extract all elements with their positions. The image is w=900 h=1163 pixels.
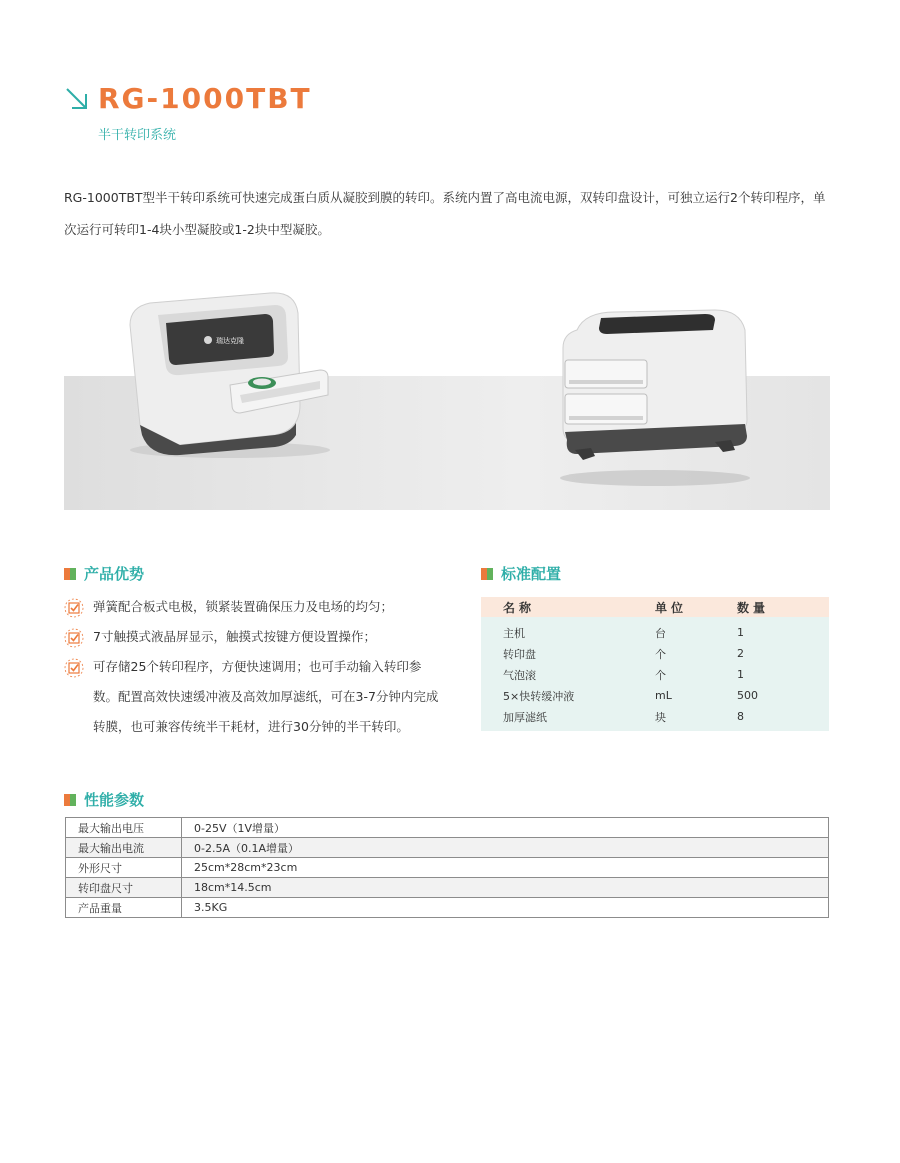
- blotter-side-drawers-image: [555, 300, 755, 490]
- advantages-title: [64, 563, 144, 584]
- column-header-qty: 数量: [737, 600, 770, 615]
- param-label: 外形尺寸: [66, 858, 182, 878]
- item-qty: 1: [737, 626, 744, 639]
- table-row: [481, 622, 829, 643]
- screen-logo-text: 瑞达克隆: [216, 337, 244, 345]
- product-subtitle: 半干转印系统: [98, 128, 177, 143]
- param-value: 18cm*14.5cm: [182, 878, 829, 898]
- advantage-text: 弹簧配合板式电极，锁紧装置确保压力及电场的均匀；: [93, 599, 394, 614]
- param-value: 3.5KG: [182, 898, 829, 918]
- table-row: [66, 838, 829, 858]
- checkbox-checked-icon: [64, 628, 84, 648]
- table-row: [481, 643, 829, 664]
- table-row: [481, 664, 829, 685]
- config-title-text: 标准配置: [501, 565, 562, 583]
- item-qty: 1: [737, 668, 744, 681]
- advantages-title-text: 产品优势: [84, 565, 145, 583]
- param-label: 最大输出电流: [66, 838, 182, 858]
- table-row: [481, 706, 829, 727]
- table-row: [66, 878, 829, 898]
- list-item: [64, 592, 444, 622]
- item-unit: 个: [655, 647, 666, 661]
- item-name: 转印盘: [503, 647, 536, 661]
- item-name: 加厚滤纸: [503, 710, 547, 724]
- advantages-list: [64, 592, 444, 742]
- performance-title: [64, 789, 144, 810]
- checkbox-checked-icon: [64, 658, 84, 678]
- item-qty: 8: [737, 710, 744, 723]
- section-bullet-icon: [64, 568, 76, 580]
- item-unit: mL: [655, 689, 672, 702]
- performance-table: [65, 817, 829, 918]
- param-value: 0-2.5A（0.1A增量）: [182, 838, 829, 858]
- performance-title-text: 性能参数: [84, 791, 145, 809]
- table-row: [66, 818, 829, 838]
- section-bullet-icon: [64, 794, 76, 806]
- config-table: [481, 597, 829, 731]
- item-unit: 台: [655, 626, 666, 640]
- config-title: [481, 563, 561, 584]
- item-qty: 2: [737, 647, 744, 660]
- table-row: [66, 858, 829, 878]
- product-model-title: RG-1000TBT: [98, 82, 312, 115]
- config-table-body: [481, 617, 829, 731]
- column-header-unit: 单位: [655, 600, 688, 615]
- item-name: 5×快转缓冲液: [503, 689, 575, 703]
- table-row: [66, 898, 829, 918]
- table-row: [481, 685, 829, 706]
- param-value: 25cm*28cm*23cm: [182, 858, 829, 878]
- param-label: 转印盘尺寸: [66, 878, 182, 898]
- column-header-name: 名称: [503, 600, 536, 615]
- arrow-down-right-icon: [64, 86, 90, 112]
- list-item: [64, 622, 444, 652]
- config-table-header: [481, 597, 829, 617]
- blotter-front-open-image: [110, 285, 350, 465]
- list-item: [64, 652, 444, 742]
- advantage-text: 7寸触摸式液晶屏显示，触摸式按键方便设置操作；: [93, 629, 376, 644]
- param-label: 最大输出电压: [66, 818, 182, 838]
- checkbox-checked-icon: [64, 598, 84, 618]
- intro-paragraph: RG-1000TBT型半干转印系统可快速完成蛋白质从凝胶到膜的转印。系统内置了高电流电源，双转印盘设计，可独立运行2个转印程序，单次运行可转印1-4块小型凝胶或1-2块中型凝胶。: [64, 190, 826, 237]
- param-label: 产品重量: [66, 898, 182, 918]
- param-value: 0-25V（1V增量）: [182, 818, 829, 838]
- item-unit: 块: [655, 710, 666, 724]
- item-name: 气泡滚: [503, 668, 536, 682]
- item-name: 主机: [503, 626, 525, 640]
- section-bullet-icon: [481, 568, 493, 580]
- advantage-text: 可存储25个转印程序，方便快速调用；也可手动输入转印参数。配置高效快速缓冲液及高效加厚滤纸，可在3-7分钟内完成转膜，也可兼容传统半干耗材，进行30分钟的半干转印。: [93, 659, 439, 734]
- item-unit: 个: [655, 668, 666, 682]
- item-qty: 500: [737, 689, 758, 702]
